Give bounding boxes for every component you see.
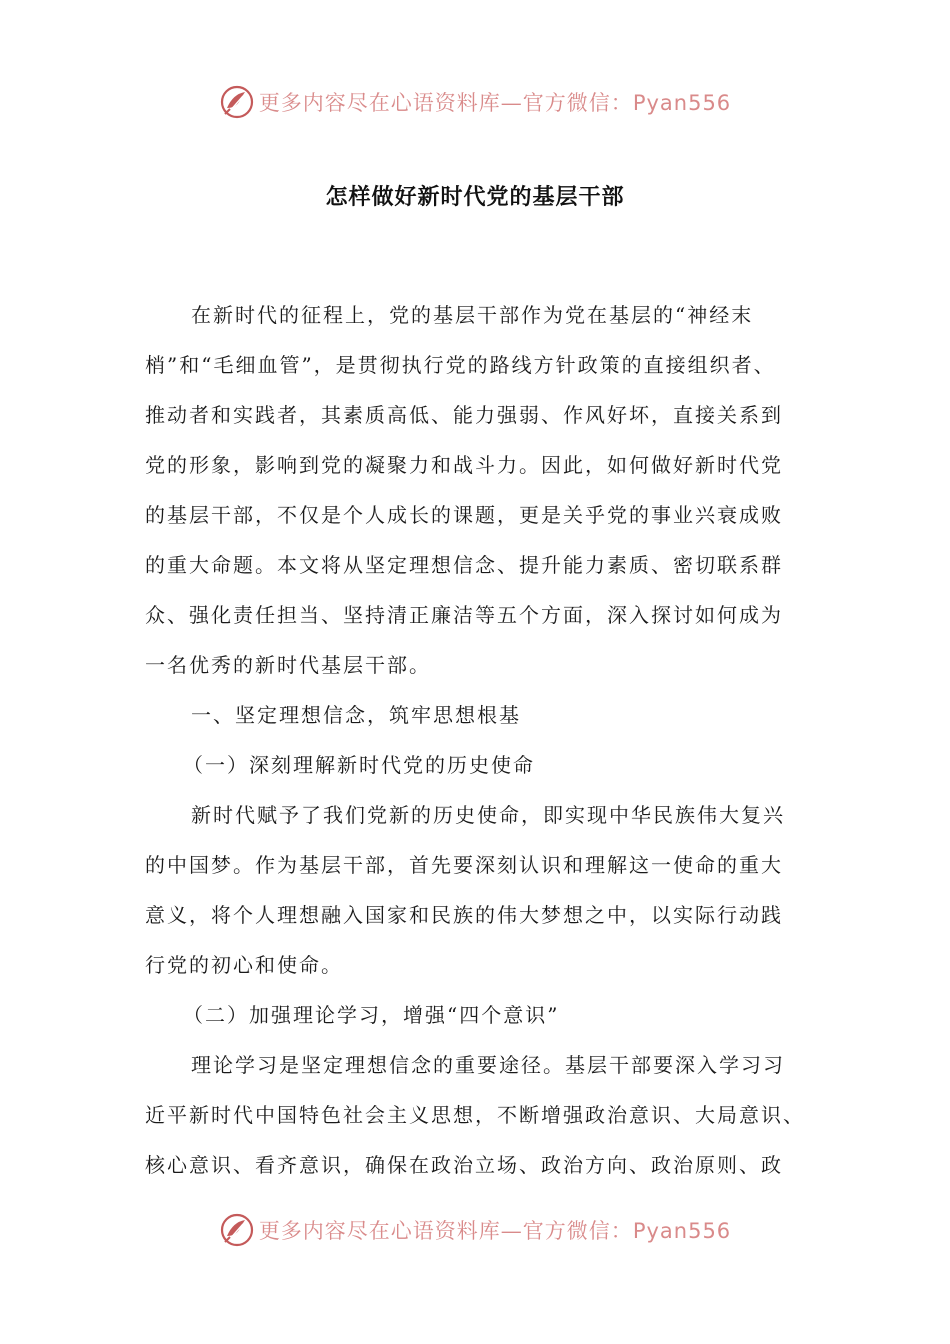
paragraph-line: 的中国梦。作为基层干部，首先要深刻认识和理解这一使命的重大: [145, 853, 783, 877]
paragraph-line: 行党的初心和使命。: [145, 953, 343, 977]
header-banner: [0, 82, 950, 122]
subsection-heading: （二）加强理论学习，增强“四个意识”: [183, 1003, 560, 1027]
document-body: [145, 290, 825, 1190]
paragraph-line: 梢”和“毛细血管”，是贯彻执行党的路线方针政策的直接组织者、: [145, 353, 776, 377]
paragraph-line: 近平新时代中国特色社会主义思想，不断增强政治意识、大局意识、: [145, 1103, 805, 1127]
banner-wechat-id: Pyan556: [632, 91, 732, 115]
banner-text: [259, 1215, 731, 1245]
paragraph-line: 推动者和实践者，其素质高低、能力强弱、作风好坏，直接关系到: [145, 403, 783, 427]
pen-logo-icon: [219, 84, 255, 120]
paragraph-line: 党的形象，影响到党的凝聚力和战斗力。因此，如何做好新时代党: [145, 453, 783, 477]
paragraph-line: 一名优秀的新时代基层干部。: [145, 653, 431, 677]
paragraph-line: 的重大命题。本文将从坚定理想信念、提升能力素质、密切联系群: [145, 553, 783, 577]
banner-text-cn: 更多内容尽在心语资料库—官方微信：: [258, 1219, 633, 1243]
banner-text-cn: 更多内容尽在心语资料库—官方微信：: [258, 91, 633, 115]
document-title: 怎样做好新时代党的基层干部: [325, 185, 625, 210]
section-heading: 一、坚定理想信念，筑牢思想根基: [191, 703, 521, 727]
paragraph-line: 在新时代的征程上，党的基层干部作为党在基层的“神经末: [191, 303, 754, 327]
paragraph-line: 新时代赋予了我们党新的历史使命，即实现中华民族伟大复兴: [191, 803, 785, 827]
paragraph-line: 理论学习是坚定理想信念的重要途径。基层干部要深入学习习: [191, 1053, 785, 1077]
subsection-heading: （一）深刻理解新时代党的历史使命: [183, 753, 535, 777]
paragraph-line: 众、强化责任担当、坚持清正廉洁等五个方面，深入探讨如何成为: [145, 603, 783, 627]
banner-text: [259, 87, 731, 117]
footer-banner: [0, 1210, 950, 1250]
paragraph-line: 意义，将个人理想融入国家和民族的伟大梦想之中，以实际行动践: [145, 903, 783, 927]
pen-logo-icon: [219, 1212, 255, 1248]
paragraph-line: 的基层干部，不仅是个人成长的课题，更是关乎党的事业兴衰成败: [145, 503, 783, 527]
banner-wechat-id: Pyan556: [632, 1219, 732, 1243]
paragraph-line: 核心意识、看齐意识，确保在政治立场、政治方向、政治原则、政: [145, 1153, 783, 1177]
